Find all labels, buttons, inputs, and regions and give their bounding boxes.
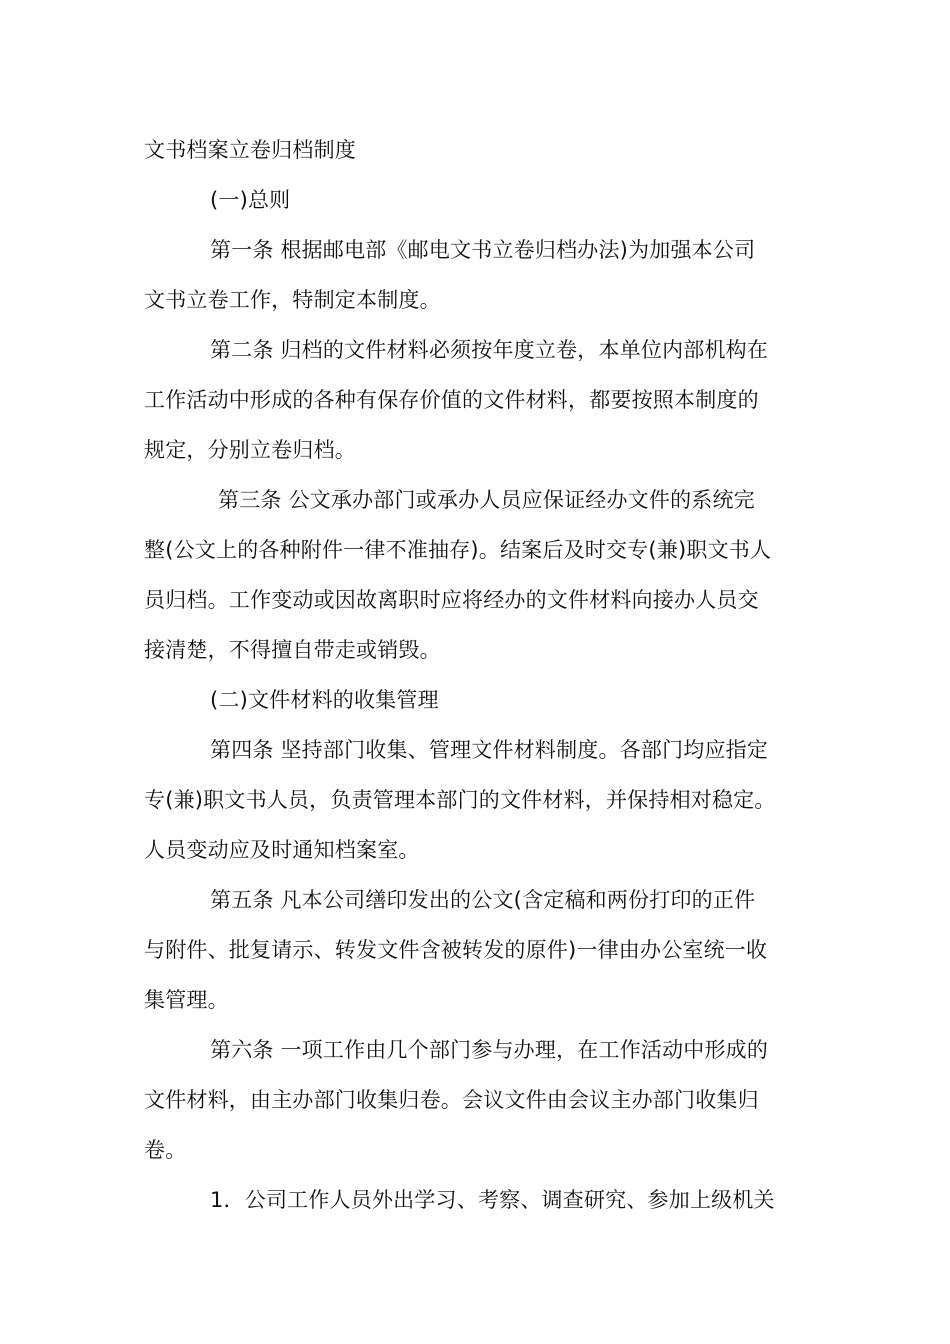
paragraph-line: 第四条 坚持部门收集、管理文件材料制度。各部门均应指定	[210, 738, 769, 762]
section-heading: (一)总则	[210, 188, 291, 212]
paragraph-line: 第三条 公文承办部门或承办人员应保证经办文件的系统完	[218, 488, 755, 512]
paragraph-line: 专(兼)职文书人员，负责管理本部门的文件材料，并保持相对稳定。	[144, 788, 776, 812]
paragraph-line: 工作活动中形成的各种有保存价值的文件材料，都要按照本制度的	[144, 388, 759, 412]
paragraph-line: 卷。	[144, 1138, 187, 1162]
paragraph-line: 接清楚，不得擅自带走或销毁。	[144, 638, 441, 662]
paragraph-line: 与附件、批复请示、转发文件含被转发的原件)一律由办公室统一收	[144, 938, 768, 962]
paragraph-line: 规定，分别立卷归档。	[144, 438, 356, 462]
paragraph-line: 第六条 一项工作由几个部门参与办理，在工作活动中形成的	[210, 1038, 769, 1062]
paragraph-line: 第二条 归档的文件材料必须按年度立卷，本单位内部机构在	[210, 338, 769, 362]
paragraph-line: 文书立卷工作，特制定本制度。	[144, 288, 441, 312]
paragraph-line: 集管理。	[144, 988, 229, 1012]
paragraph-line: 整(公文上的各种附件一律不准抽存)。结案后及时交专(兼)职文书人	[144, 538, 772, 562]
document-title: 文书档案立卷归档制度	[144, 138, 356, 162]
paragraph-line: 第一条 根据邮电部《邮电文书立卷归档办法)为加强本公司	[210, 238, 756, 262]
paragraph-line: 1．公司工作人员外出学习、考察、调查研究、参加上级机关	[210, 1188, 775, 1212]
paragraph-line: 第五条 凡本公司缮印发出的公文(含定稿和两份打印的正件	[210, 888, 756, 912]
paragraph-line: 人员变动应及时通知档案室。	[144, 838, 420, 862]
section-heading: (二)文件材料的收集管理	[210, 688, 439, 712]
paragraph-line: 文件材料，由主办部门收集归卷。会议文件由会议主办部门收集归	[144, 1088, 759, 1112]
paragraph-line: 员归档。工作变动或因故离职时应将经办的文件材料向接办人员交	[144, 588, 759, 612]
